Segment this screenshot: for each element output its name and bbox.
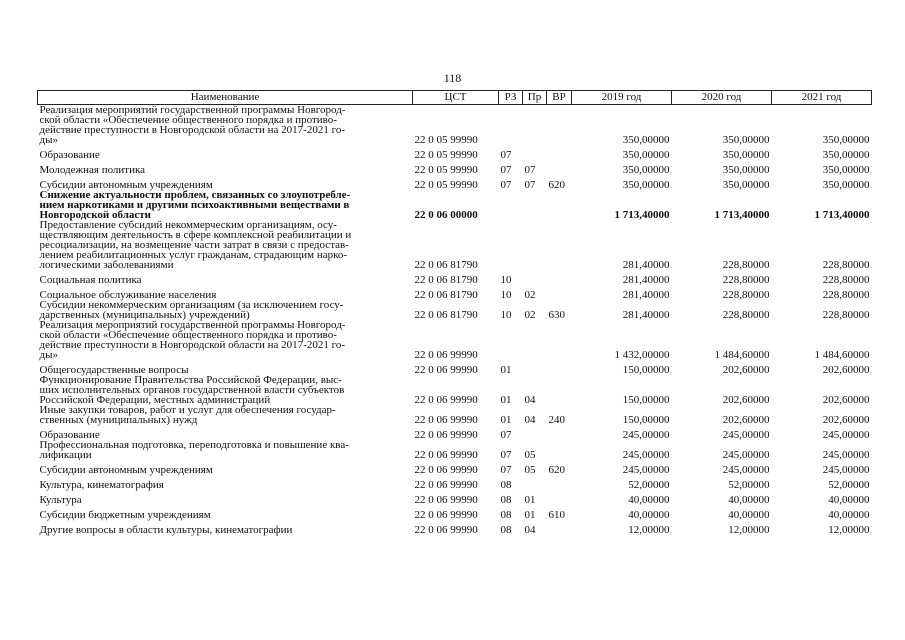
row-2020: 245,00000 [722, 429, 770, 441]
row-2020: 202,60000 [722, 364, 770, 376]
row-2020: 245,00000 [722, 449, 770, 461]
row-name [38, 505, 413, 520]
row-2021: 350,00000 [822, 179, 870, 191]
row-name-line: Субсидии автономным учреждениям [39, 464, 213, 476]
row-vr: 620 [548, 464, 565, 476]
row-2020: 228,80000 [722, 309, 770, 321]
row-2020: 228,80000 [722, 289, 770, 301]
row-cst: 22 0 05 99990 [414, 164, 478, 176]
row-pr [523, 475, 547, 490]
row-name-line: Общегосударственные вопросы [39, 364, 189, 376]
row-vr: 620 [548, 179, 565, 191]
row-name [38, 375, 413, 405]
row-cst: 22 0 06 99990 [414, 509, 478, 521]
row-cst: 22 0 06 81790 [414, 274, 478, 286]
row-2021: 1 713,40000 [814, 209, 870, 221]
row-pr: 02 [524, 309, 536, 321]
row-2021: 245,00000 [822, 449, 870, 461]
row-cst: 22 0 06 99990 [414, 414, 478, 426]
row-vr [547, 190, 572, 220]
row-2019: 150,00000 [622, 414, 670, 426]
row-vr [547, 105, 572, 146]
row-name [38, 105, 413, 146]
budget-table [37, 90, 872, 535]
row-name-line: Профессиональная подготовка, переподготовка и повышение ква- [39, 439, 349, 451]
row-cst: 22 0 06 81790 [414, 309, 478, 321]
row-2019: 150,00000 [622, 394, 670, 406]
row-2021: 202,60000 [822, 414, 870, 426]
row-name-line: Новгородской области [39, 209, 151, 221]
row-vr [547, 360, 572, 375]
row-name-line: Реализация мероприятий государственной программы Новгород- [39, 104, 346, 116]
row-name [38, 460, 413, 475]
row-rz: 08 [500, 509, 512, 521]
header-name: Наименование [38, 91, 413, 105]
row-2019: 350,00000 [622, 149, 670, 161]
row-rz: 07 [500, 164, 512, 176]
row-2019: 281,40000 [622, 274, 670, 286]
table-row [38, 300, 872, 320]
row-rz: 07 [500, 449, 512, 461]
row-rz: 08 [500, 479, 512, 491]
row-cst: 22 0 06 81790 [414, 289, 478, 301]
table-row [38, 475, 872, 490]
page-number: 118 [443, 71, 462, 85]
row-name [38, 270, 413, 285]
row-pr [523, 360, 547, 375]
row-2021: 245,00000 [822, 464, 870, 476]
row-name-line: дарственных (муниципальных) учреждений) [39, 309, 250, 321]
row-cst: 22 0 06 99990 [414, 464, 478, 476]
row-rz: 01 [500, 364, 512, 376]
row-cst: 22 0 06 99990 [414, 494, 478, 506]
row-2020: 1 713,40000 [714, 209, 770, 221]
row-2019: 281,40000 [622, 309, 670, 321]
table-row [38, 285, 872, 300]
table-row [38, 145, 872, 160]
row-pr: 01 [524, 494, 536, 506]
row-2019: 281,40000 [622, 259, 670, 271]
row-name-line: Снижение актуальности проблем, связанных со злоупотребле- [39, 189, 351, 201]
row-pr: 07 [524, 164, 536, 176]
row-name-line: лением реабилитационных услуг гражданам, страдающим нарко- [39, 249, 348, 261]
table-body [38, 105, 872, 536]
row-name-line: Культура [39, 494, 82, 506]
row-2021: 40,00000 [828, 494, 870, 506]
row-vr [547, 285, 572, 300]
row-name-line: Иные закупки товаров, работ и услуг для обеспечения государ- [39, 404, 336, 416]
row-cst: 22 0 05 99990 [414, 149, 478, 161]
row-name-line: Субсидии некоммерческим организациям (за исключением госу- [39, 299, 344, 311]
row-2020: 350,00000 [722, 179, 770, 191]
table-row [38, 360, 872, 375]
row-2020: 40,00000 [728, 509, 770, 521]
table-row [38, 490, 872, 505]
row-name-line: ственных (муниципальных) нужд [39, 414, 198, 426]
row-rz: 10 [500, 309, 512, 321]
row-2021: 228,80000 [822, 274, 870, 286]
row-name-line: Образование [39, 429, 100, 441]
row-name [38, 490, 413, 505]
row-vr [547, 270, 572, 285]
row-name-line: действие преступности в Новгородской области на 2017-2021 го- [39, 339, 345, 351]
row-vr [547, 490, 572, 505]
row-rz: 01 [500, 414, 512, 426]
row-rz: 07 [500, 179, 512, 191]
row-rz [499, 220, 523, 270]
row-2020: 245,00000 [722, 464, 770, 476]
row-vr [547, 520, 572, 535]
row-2019: 350,00000 [622, 134, 670, 146]
row-pr: 04 [524, 414, 536, 426]
row-rz: 07 [500, 149, 512, 161]
row-name-line: ской области «Обеспечение общественного порядка и противо- [39, 329, 337, 341]
table-row [38, 460, 872, 475]
row-2019: 281,40000 [622, 289, 670, 301]
row-name-line: нием наркотиками и другими психоактивными веществами в [39, 199, 350, 211]
header-rz: РЗ [499, 91, 523, 105]
row-2021: 350,00000 [822, 149, 870, 161]
row-name-line: Субсидии бюджетным учреждениям [39, 509, 211, 521]
row-2019: 1 432,00000 [614, 349, 670, 361]
row-2019: 150,00000 [622, 364, 670, 376]
header-pr: Пр [523, 91, 547, 105]
row-name-line: Культура, кинематография [39, 479, 164, 491]
row-vr [547, 440, 572, 460]
table-row [38, 375, 872, 405]
row-pr: 05 [524, 449, 536, 461]
table-row [38, 505, 872, 520]
row-2020: 350,00000 [722, 134, 770, 146]
row-2020: 202,60000 [722, 394, 770, 406]
header-2020: 2020 год [672, 91, 772, 105]
row-pr [523, 220, 547, 270]
table-row [38, 190, 872, 220]
table-row [38, 175, 872, 190]
row-cst: 22 0 06 99990 [414, 429, 478, 441]
row-name-line: Предоставление субсидий некоммерческим организациям, осу- [39, 219, 337, 231]
row-name [38, 300, 413, 320]
row-name-line: Образование [39, 149, 100, 161]
row-2021: 40,00000 [828, 509, 870, 521]
row-name-line: ресоциализации, на возмещение части затрат в связи с предостав- [39, 239, 349, 251]
row-pr [523, 190, 547, 220]
row-cst: 22 0 05 99990 [414, 134, 478, 146]
row-2021: 1 484,60000 [814, 349, 870, 361]
row-pr: 05 [524, 464, 536, 476]
row-name [38, 520, 413, 535]
row-2020: 350,00000 [722, 149, 770, 161]
row-pr [523, 105, 547, 146]
row-cst: 22 0 06 99990 [414, 349, 478, 361]
row-cst: 22 0 06 99990 [414, 524, 478, 536]
row-2020: 202,60000 [722, 414, 770, 426]
row-name-line: Социальная политика [39, 274, 142, 286]
row-2019: 350,00000 [622, 164, 670, 176]
row-name [38, 190, 413, 220]
row-cst: 22 0 06 99990 [414, 394, 478, 406]
row-name [38, 285, 413, 300]
row-2021: 228,80000 [822, 259, 870, 271]
row-rz [499, 320, 523, 360]
row-2021: 52,00000 [828, 479, 870, 491]
row-name [38, 475, 413, 490]
row-name-line: Российской Федерации, местных администраций [39, 394, 271, 406]
row-pr: 04 [524, 524, 536, 536]
row-pr: 02 [524, 289, 536, 301]
row-vr [547, 425, 572, 440]
row-rz: 10 [500, 289, 512, 301]
row-2019: 245,00000 [622, 464, 670, 476]
row-name [38, 425, 413, 440]
row-name [38, 145, 413, 160]
row-2021: 202,60000 [822, 394, 870, 406]
row-cst: 22 0 06 99990 [414, 449, 478, 461]
row-vr [547, 375, 572, 405]
row-name-line: логическими заболеваниями [39, 259, 174, 271]
row-pr [523, 145, 547, 160]
row-name-line: Функционирование Правительства Российской Федерации, выс- [39, 374, 342, 386]
row-name [38, 175, 413, 190]
row-name-line: Социальное обслуживание населения [39, 289, 217, 301]
row-vr [547, 220, 572, 270]
row-name [38, 220, 413, 270]
row-cst: 22 0 06 99990 [414, 479, 478, 491]
row-vr [547, 145, 572, 160]
row-2019: 12,00000 [628, 524, 670, 536]
row-name-line: ществляющим деятельность в сфере комплексной реабилитации и [39, 229, 352, 241]
table-row [38, 425, 872, 440]
row-pr [523, 425, 547, 440]
row-2020: 350,00000 [722, 164, 770, 176]
table-row [38, 405, 872, 425]
row-2021: 350,00000 [822, 134, 870, 146]
row-2020: 228,80000 [722, 274, 770, 286]
row-name [38, 160, 413, 175]
row-pr [523, 320, 547, 360]
row-name [38, 320, 413, 360]
row-2021: 228,80000 [822, 309, 870, 321]
row-2019: 40,00000 [628, 494, 670, 506]
row-rz: 08 [500, 494, 512, 506]
row-2020: 12,00000 [728, 524, 770, 536]
row-rz [499, 105, 523, 146]
row-2021: 202,60000 [822, 364, 870, 376]
header-vr: ВР [547, 91, 572, 105]
row-name-line: Молодежная политика [39, 164, 146, 176]
row-pr [523, 270, 547, 285]
row-cst: 22 0 06 00000 [414, 209, 478, 221]
row-name-line: ды» [39, 134, 58, 146]
row-vr [547, 160, 572, 175]
row-2020: 40,00000 [728, 494, 770, 506]
row-2021: 245,00000 [822, 429, 870, 441]
row-name-line: Другие вопросы в области культуры, кинематографии [39, 524, 293, 536]
row-pr: 07 [524, 179, 536, 191]
row-vr [547, 475, 572, 490]
row-rz: 07 [500, 429, 512, 441]
table-row [38, 320, 872, 360]
row-rz: 10 [500, 274, 512, 286]
row-2020: 52,00000 [728, 479, 770, 491]
row-name-line: Субсидии автономным учреждениям [39, 179, 213, 191]
row-name [38, 440, 413, 460]
row-name-line: ской области «Обеспечение общественного порядка и противо- [39, 114, 337, 126]
row-name-line: действие преступности в Новгородской области на 2017-2021 го- [39, 124, 345, 136]
row-name [38, 405, 413, 425]
row-2019: 350,00000 [622, 179, 670, 191]
row-2021: 12,00000 [828, 524, 870, 536]
table-row [38, 520, 872, 535]
row-cst: 22 0 06 81790 [414, 259, 478, 271]
row-rz: 08 [500, 524, 512, 536]
row-pr: 01 [524, 509, 536, 521]
row-2020: 228,80000 [722, 259, 770, 271]
table-row [38, 105, 872, 146]
row-2019: 52,00000 [628, 479, 670, 491]
row-pr: 04 [524, 394, 536, 406]
row-2021: 350,00000 [822, 164, 870, 176]
row-rz: 01 [500, 394, 512, 406]
table-row [38, 160, 872, 175]
header-2019: 2019 год [572, 91, 672, 105]
row-vr: 610 [548, 509, 565, 521]
table-row [38, 220, 872, 270]
row-name-line: ших исполнительных органов государственной власти субъектов [39, 384, 345, 396]
row-2019: 245,00000 [622, 449, 670, 461]
row-name-line: Реализация мероприятий государственной программы Новгород- [39, 319, 346, 331]
row-2019: 40,00000 [628, 509, 670, 521]
row-vr [547, 320, 572, 360]
row-cst: 22 0 05 99990 [414, 179, 478, 191]
row-rz: 07 [500, 464, 512, 476]
row-rz [499, 190, 523, 220]
row-name-line: ды» [39, 349, 58, 361]
row-vr: 630 [548, 309, 565, 321]
row-vr: 240 [548, 414, 565, 426]
row-name [38, 360, 413, 375]
row-2019: 245,00000 [622, 429, 670, 441]
row-2021: 228,80000 [822, 289, 870, 301]
table-row [38, 440, 872, 460]
row-name-line: лификации [39, 449, 92, 461]
table-header-row [38, 91, 872, 105]
row-2020: 1 484,60000 [714, 349, 770, 361]
header-cst: ЦСТ [413, 91, 499, 105]
row-2019: 1 713,40000 [614, 209, 670, 221]
header-2021: 2021 год [772, 91, 872, 105]
table-row [38, 270, 872, 285]
row-cst: 22 0 06 99990 [414, 364, 478, 376]
